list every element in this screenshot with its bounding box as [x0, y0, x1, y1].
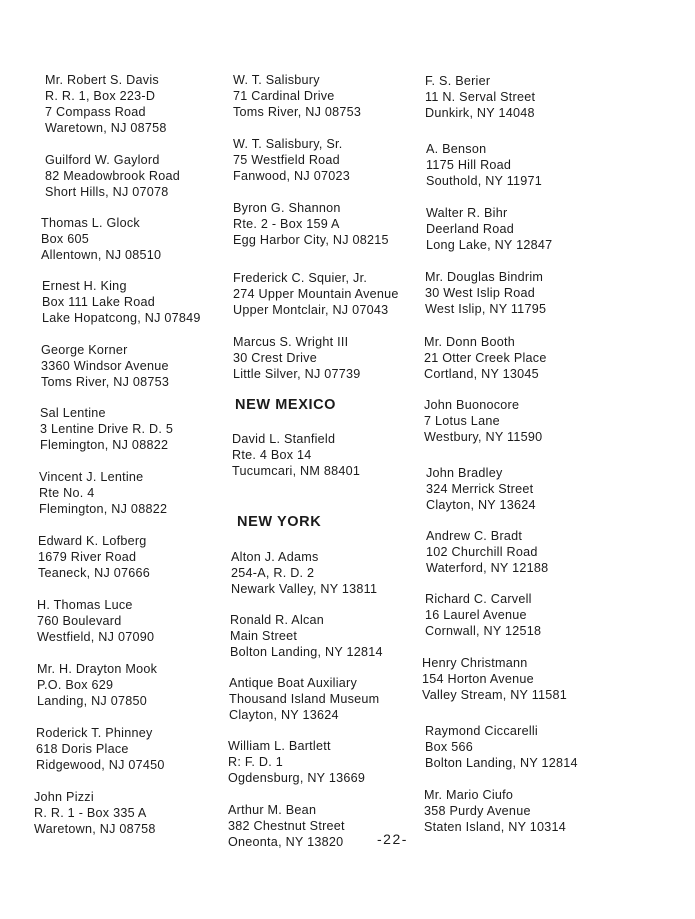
entry-line: 102 Churchill Road [426, 545, 538, 559]
page-number: -22- [377, 831, 408, 847]
entry-name: H. Thomas Luce [37, 598, 133, 612]
entry-line: 30 Crest Drive [233, 351, 317, 365]
entry-city: Newark Valley, NY 13811 [231, 582, 378, 596]
entry-name: Mr. Donn Booth [424, 335, 516, 349]
entry-line: Deerland Road [426, 222, 514, 236]
entry-city: Fanwood, NJ 07023 [233, 169, 350, 183]
entry-name: Andrew C. Bradt [426, 529, 523, 543]
entry-line: 618 Doris Place [36, 742, 129, 756]
entry-name: Marcus S. Wright III [233, 335, 349, 349]
entry-line: 358 Purdy Avenue [424, 804, 531, 818]
entry-name: Thomas L. Glock [41, 216, 140, 230]
entry-name: Henry Christmann [422, 656, 528, 670]
state-heading-new-mexico: NEW MEXICO [235, 397, 337, 413]
entry-city: Westbury, NY 11590 [424, 430, 543, 444]
entry-city: Egg Harbor City, NJ 08215 [233, 233, 389, 247]
entry-name: Alton J. Adams [231, 550, 319, 564]
entry-name: Arthur M. Bean [228, 803, 317, 817]
entry-city: Bolton Landing, NY 12814 [230, 645, 383, 659]
entry-city: Toms River, NJ 08753 [41, 375, 170, 389]
entry-name: Guilford W. Gaylord [45, 153, 160, 167]
entry-name: Mr. Mario Ciufo [424, 788, 514, 802]
entry-line: 1175 Hill Road [426, 158, 512, 172]
entry-city: Little Silver, NJ 07739 [233, 367, 361, 381]
entry-name: John Pizzi [34, 790, 94, 804]
entry-line: 75 Westfield Road [233, 153, 340, 167]
entry-city: Dunkirk, NY 14048 [425, 106, 535, 120]
entry-line: 760 Boulevard [37, 614, 122, 628]
entry-line: Thousand Island Museum [229, 692, 380, 706]
entry-name: Walter R. Bihr [426, 206, 508, 220]
entry-city: Upper Montclair, NJ 07043 [233, 303, 389, 317]
entry-name: F. S. Berier [425, 74, 491, 88]
entry-line: Box 566 [425, 740, 473, 754]
entry-city: Cornwall, NY 12518 [425, 624, 542, 638]
address-entry [425, 591, 541, 639]
entry-line: 254-A, R. D. 2 [231, 566, 315, 580]
entry-line: 7 Compass Road [45, 105, 146, 119]
entry-name: W. T. Salisbury, Sr. [233, 137, 343, 151]
entry-city: Flemington, NJ 08822 [40, 438, 169, 452]
entry-name: Mr. Douglas Bindrim [425, 270, 544, 284]
entry-city: Ogdensburg, NY 13669 [228, 771, 366, 785]
entry-city: Lake Hopatcong, NJ 07849 [42, 311, 201, 325]
entry-city: Staten Island, NY 10314 [424, 820, 567, 834]
entry-name: Mr. H. Drayton Mook [37, 662, 158, 676]
entry-line: 274 Upper Mountain Avenue [233, 287, 399, 301]
entry-city: Westfield, NJ 07090 [37, 630, 155, 644]
entry-line: 1679 River Road [38, 550, 137, 564]
entry-line: 11 N. Serval Street [425, 90, 536, 104]
entry-name: Ernest H. King [42, 279, 127, 293]
address-entry [424, 397, 542, 445]
entry-line: 3360 Windsor Avenue [41, 359, 169, 373]
entry-city: Allentown, NJ 08510 [41, 248, 162, 262]
entry-line: Rte No. 4 [39, 486, 95, 500]
entry-city: Landing, NJ 07850 [37, 694, 147, 708]
entry-name: David L. Stanfield [232, 432, 336, 446]
entry-name: Mr. Robert S. Davis [45, 73, 159, 87]
entry-line: Box 605 [41, 232, 89, 246]
entry-line: 21 Otter Creek Place [424, 351, 547, 365]
entry-line: 82 Meadowbrook Road [45, 169, 180, 183]
entry-city: Waterford, NY 12188 [426, 561, 549, 575]
address-entry [422, 655, 567, 703]
entry-city: Clayton, NY 13624 [229, 708, 339, 722]
entry-name: John Bradley [426, 466, 503, 480]
entry-line: 3 Lentine Drive R. D. 5 [40, 422, 174, 436]
address-entry [424, 334, 547, 382]
entry-name: A. Benson [426, 142, 487, 156]
entry-city: Long Lake, NY 12847 [426, 238, 553, 252]
entry-name: Vincent J. Lentine [39, 470, 144, 484]
entry-line: Rte. 4 Box 14 [232, 448, 312, 462]
address-entry [426, 205, 552, 253]
entry-city: Teaneck, NJ 07666 [38, 566, 151, 580]
entry-city: Ridgewood, NJ 07450 [36, 758, 165, 772]
entry-city: Oneonta, NY 13820 [228, 835, 344, 849]
entry-name: George Korner [41, 343, 128, 357]
entry-city: West Islip, NY 11795 [425, 302, 547, 316]
entry-city: Clayton, NY 13624 [426, 498, 536, 512]
entry-city: Flemington, NJ 08822 [39, 502, 168, 516]
entry-name: Ronald R. Alcan [230, 613, 325, 627]
entry-line: 7 Lotus Lane [424, 414, 500, 428]
entry-city: Waretown, NJ 08758 [34, 822, 156, 836]
entry-name: Richard C. Carvell [425, 592, 532, 606]
entry-line: 324 Merrick Street [426, 482, 534, 496]
entry-name: Raymond Ciccarelli [425, 724, 538, 738]
entry-city: Tucumcari, NM 88401 [232, 464, 361, 478]
entry-line: R. R. 1, Box 223-D [45, 89, 156, 103]
entry-city: Valley Stream, NY 11581 [422, 688, 568, 702]
entry-name: Roderick T. Phinney [36, 726, 153, 740]
entry-city: Waretown, NJ 08758 [45, 121, 167, 135]
entry-line: Box 111 Lake Road [42, 295, 156, 309]
address-entry [426, 141, 542, 189]
address-entry [425, 269, 546, 317]
address-entry [426, 528, 548, 576]
entry-name: William L. Bartlett [228, 739, 331, 753]
entry-name: Antique Boat Auxiliary [229, 676, 358, 690]
entry-city: Southold, NY 11971 [426, 174, 543, 188]
entry-line: 382 Chestnut Street [228, 819, 345, 833]
entry-city: Short Hills, NJ 07078 [45, 185, 169, 199]
entry-line: P.O. Box 629 [37, 678, 114, 692]
entry-name: W. T. Salisbury [233, 73, 320, 87]
address-entry [424, 787, 566, 835]
address-entry [425, 723, 578, 771]
entry-city: Toms River, NJ 08753 [233, 105, 362, 119]
entry-line: Rte. 2 - Box 159 A [233, 217, 340, 231]
entry-name: John Buonocore [424, 398, 520, 412]
state-heading-new-york: NEW YORK [237, 514, 322, 530]
entry-line: 16 Laurel Avenue [425, 608, 527, 622]
address-entry [425, 73, 535, 121]
entry-line: 154 Horton Avenue [422, 672, 534, 686]
entry-name: Edward K. Lofberg [38, 534, 147, 548]
entry-name: Byron G. Shannon [233, 201, 341, 215]
entry-city: Cortland, NY 13045 [424, 367, 539, 381]
entry-line: 30 West Islip Road [425, 286, 535, 300]
entry-city: Bolton Landing, NY 12814 [425, 756, 578, 770]
entry-line: R. R. 1 - Box 335 A [34, 806, 147, 820]
entry-line: R: F. D. 1 [228, 755, 283, 769]
entry-name: Frederick C. Squier, Jr. [233, 271, 368, 285]
address-entry [426, 465, 536, 513]
entry-line: Main Street [230, 629, 298, 643]
entry-line: 71 Cardinal Drive [233, 89, 335, 103]
entry-name: Sal Lentine [40, 406, 106, 420]
